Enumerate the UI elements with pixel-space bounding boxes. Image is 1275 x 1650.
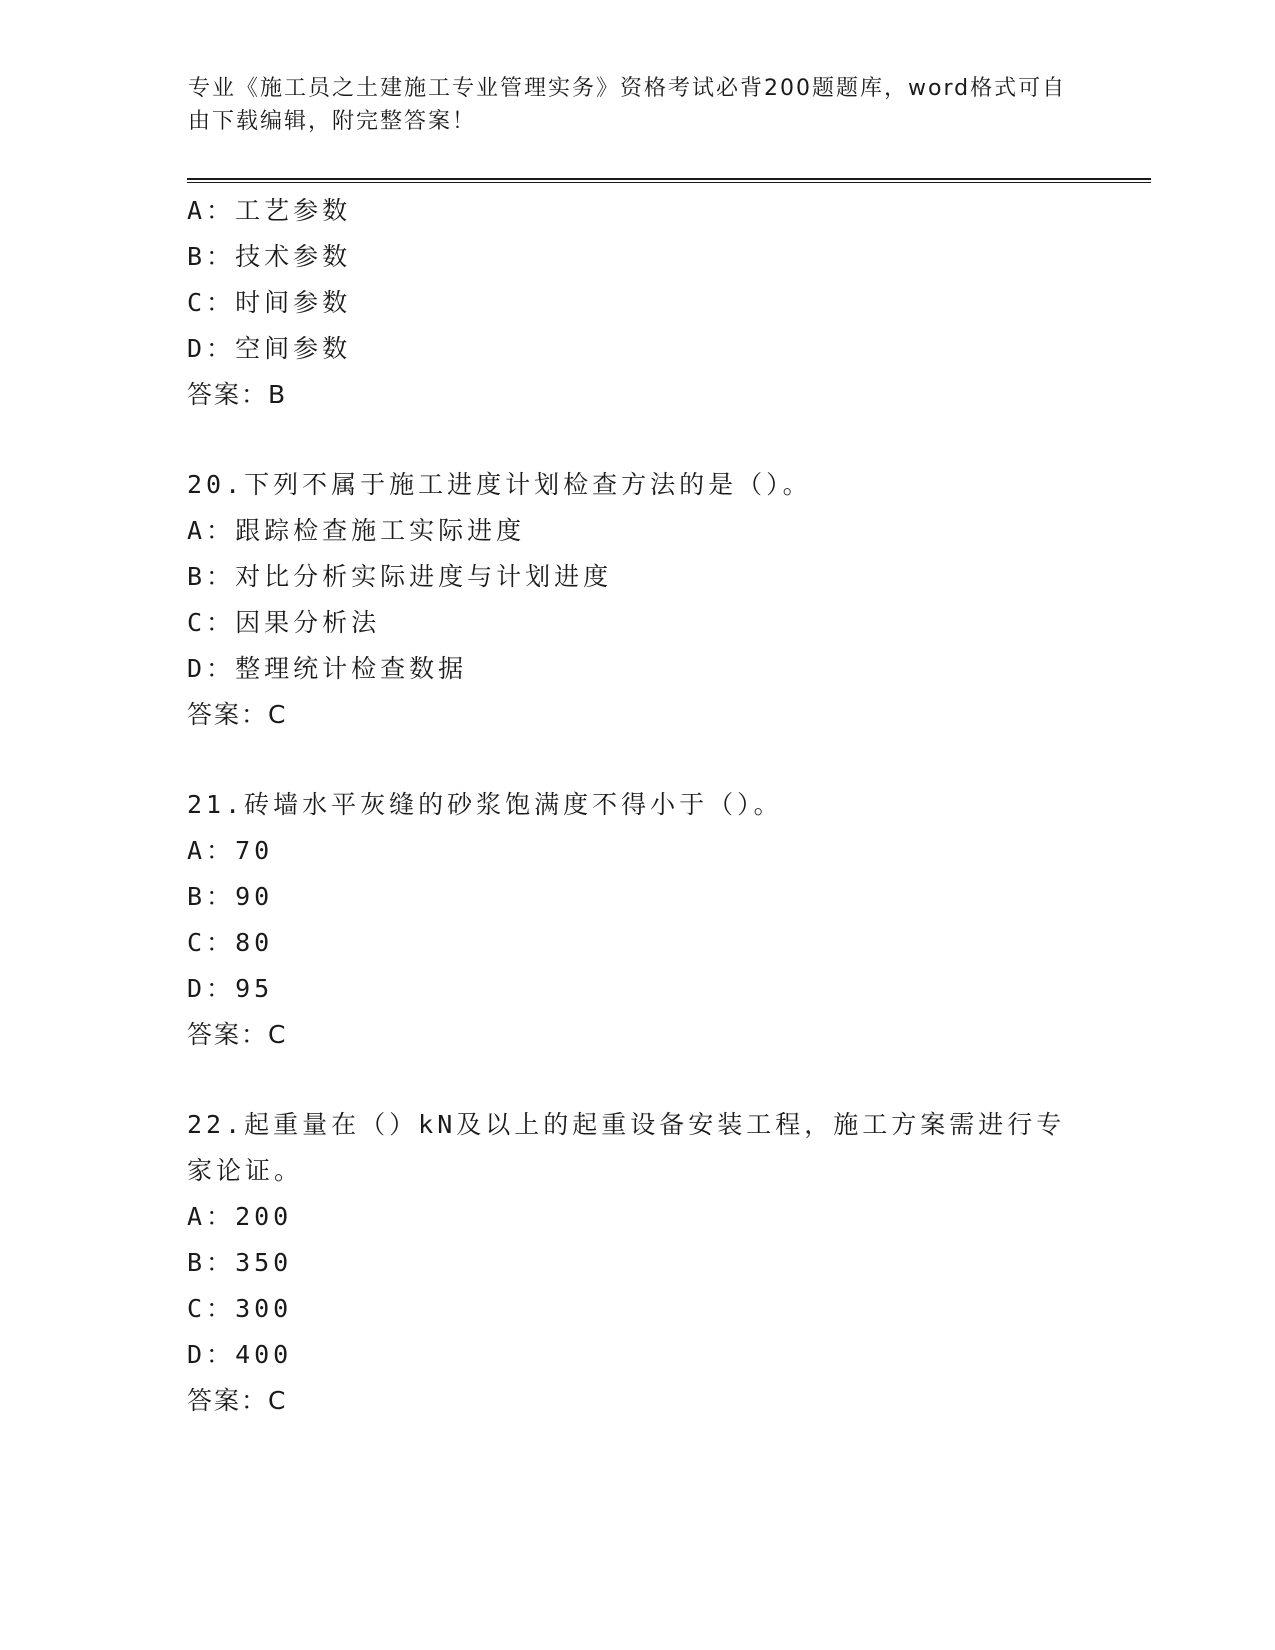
option-a: A：70 (187, 836, 274, 865)
question-21 (187, 782, 1087, 1058)
question-list (187, 188, 1087, 1424)
question-stem: 21.砖墙水平灰缝的砂浆饱满度不得小于（）。 (187, 790, 783, 819)
carryover-block (187, 188, 1087, 418)
option-d: D：空间参数 (187, 334, 352, 363)
option-b: B：对比分析实际进度与计划进度 (187, 562, 613, 591)
question-stem: 22.起重量在（）kN及以上的起重设备安装工程，施工方案需进行专家论证。 (187, 1110, 1066, 1185)
option-d: D：整理统计检查数据 (187, 654, 468, 683)
answer-line: 答案：C (187, 700, 288, 729)
question-22 (187, 1102, 1087, 1424)
page-header: 专业《施工员之土建施工专业管理实务》资格考试必背200题题库，word格式可自由下载编辑，附完整答案！ (188, 76, 1067, 134)
question-20 (187, 462, 1087, 738)
answer-line: 答案：B (187, 380, 288, 409)
answer-line: 答案：C (187, 1020, 288, 1049)
header-rule-thin (187, 182, 1151, 183)
option-b: B：90 (187, 882, 274, 911)
option-d: D：400 (187, 1340, 293, 1369)
option-b: B：350 (187, 1248, 293, 1277)
option-d: D：95 (187, 974, 274, 1003)
option-c: C：80 (187, 928, 274, 957)
option-a: A：跟踪检查施工实际进度 (187, 516, 526, 545)
option-a: A：工艺参数 (187, 196, 352, 225)
option-a: A：200 (187, 1202, 293, 1231)
question-stem: 20.下列不属于施工进度计划检查方法的是（）。 (187, 470, 812, 499)
header-rule-thick (187, 178, 1151, 180)
option-c: C：300 (187, 1294, 293, 1323)
option-c: C：因果分析法 (187, 608, 381, 637)
option-b: B：技术参数 (187, 242, 352, 271)
option-c: C：时间参数 (187, 288, 352, 317)
answer-line: 答案：C (187, 1386, 288, 1415)
